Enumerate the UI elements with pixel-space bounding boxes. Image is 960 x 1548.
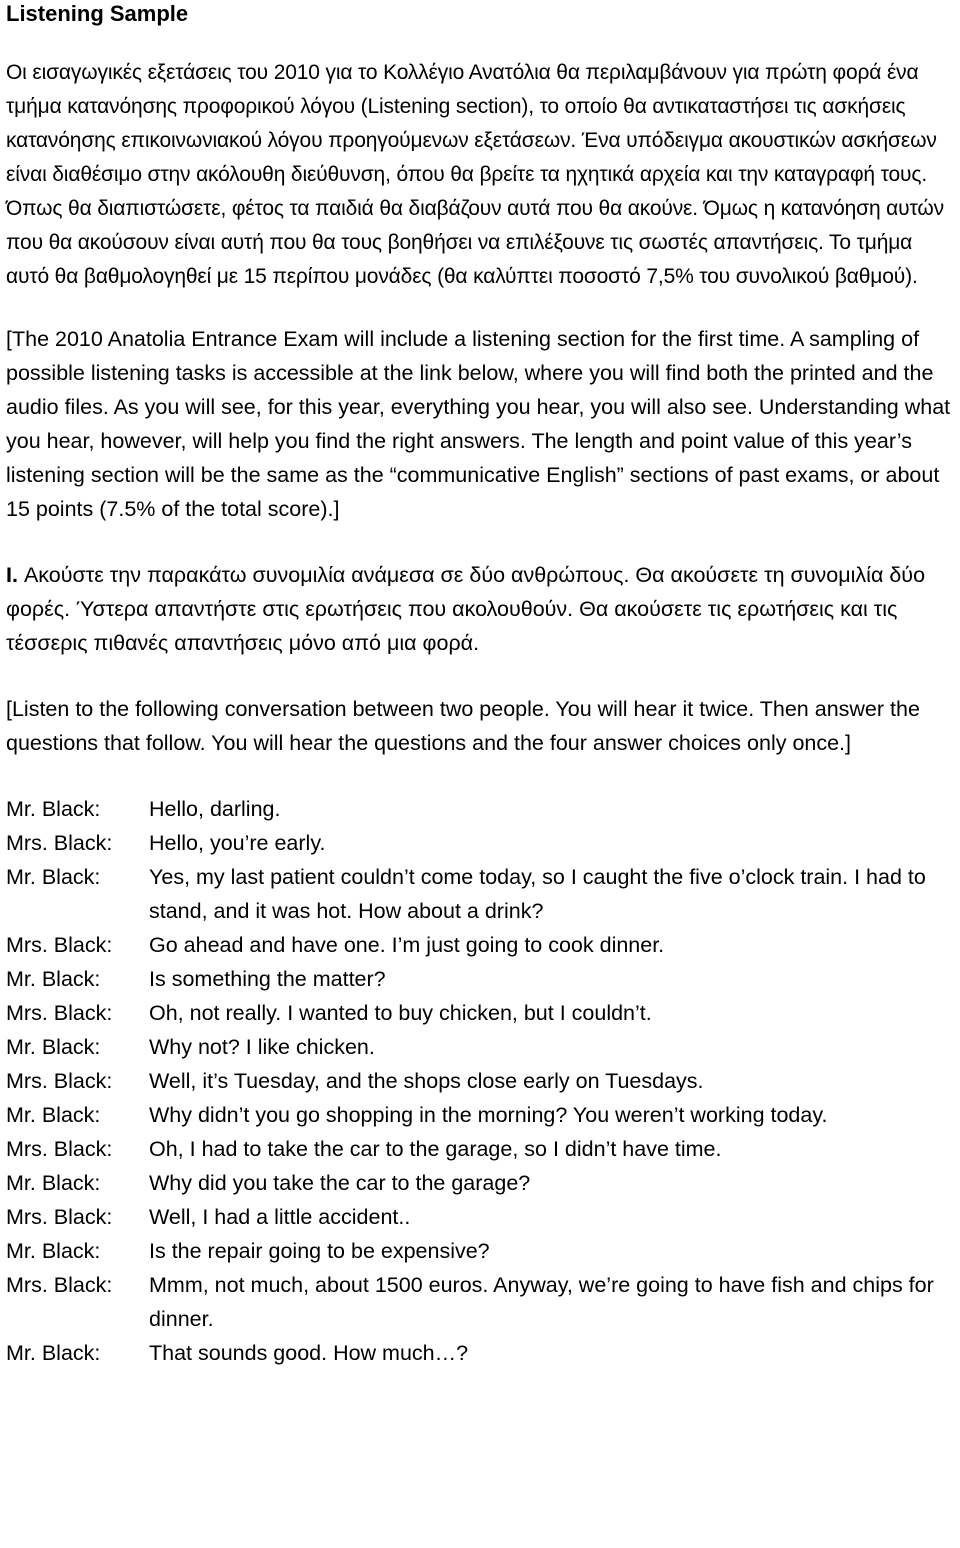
speaker-label: Mrs. Black: [6,1205,113,1229]
speech-text: Oh, I had to take the car to the garage, so I didn’t have time. [149,1137,722,1161]
section-number: I. [6,563,18,587]
speaker-label: Mr. Black: [6,865,101,889]
dialogue-line [6,792,954,826]
dialogue-line [6,1166,954,1200]
dialogue-line [6,996,954,1030]
speaker-label: Mrs. Black: [6,1069,113,1093]
speaker-label: Mr. Black: [6,1341,101,1365]
speaker-label: Mr. Black: [6,967,101,991]
dialogue-line [6,1200,954,1234]
speech-text: Why did you take the car to the garage? [149,1171,531,1195]
speaker-label: Mr. Black: [6,1035,101,1059]
speaker-label: Mrs. Black: [6,1001,113,1025]
dialogue-line [6,1234,954,1268]
speech-text: Hello, darling. [149,797,281,821]
dialogue-line [6,1030,954,1064]
speaker-label: Mrs. Black: [6,1137,113,1161]
dialogue-transcript [6,792,954,1370]
greek-intro-paragraph: Οι εισαγωγικές εξετάσεις του 2010 για το Κολλέγιο Ανατόλια θα περιλαμβάνουν για πρώτη φορά ένα τμήμα κατανόησης προφορικού λόγου (Listening section), το οποίο θα αντικαταστήσει τις ασκήσεις κατανόησης επικοινωνιακού λόγου προηγούμενων εξετάσεων. Ένα υπόδειγμα ακουστικών ασκήσεων είναι διαθέσιμο στην ακόλουθη διεύθυνση, όπου θα βρείτε τα ηχητικά αρχεία και την καταγραφή τους. Όπως θα διαπιστώσετε, φέτος τα παιδιά θα διαβάζουν αυτά που θα ακούνε. Όμως η κατανόηση αυτών που θα ακούσουν είναι αυτή που θα τους βοηθήσει να επιλέξουνε τις σωστές απαντήσεις. Το τμήμα αυτό θα βαθμολογηθεί με 15 περίπου μονάδες (θα καλύπτει ποσοστό 7,5% του συνολικού βαθμού). [6,61,944,288]
speaker-label: Mr. Black: [6,1103,101,1127]
speech-text: Mmm, not much, about 1500 euros. Anyway, we’re going to have fish and chips for dinner. [149,1273,934,1331]
speech-text: Yes, my last patient couldn’t come today, so I caught the five o’clock train. I had to stand, and it was hot. How about a drink? [149,865,926,923]
dialogue-line [6,1268,954,1336]
dialogue-line [6,928,954,962]
page-title: Listening Sample [6,1,189,26]
section-english-instructions: [Listen to the following conversation between two people. You will hear it twice. Then answer the questions that follow. You will hear the questions and the four answer choices only once.] [6,697,920,755]
speaker-label: Mrs. Black: [6,933,113,957]
dialogue-line [6,826,954,860]
speech-text: Hello, you’re early. [149,831,326,855]
speaker-label: Mrs. Black: [6,1273,113,1297]
speech-text: Well, it’s Tuesday, and the shops close early on Tuesdays. [149,1069,704,1093]
speech-text: Why didn’t you go shopping in the morning? You weren’t working today. [149,1103,828,1127]
dialogue-line [6,1336,954,1370]
speech-text: Go ahead and have one. I’m just going to cook dinner. [149,933,665,957]
dialogue-line [6,1098,954,1132]
speaker-label: Mr. Black: [6,1171,101,1195]
dialogue-line [6,962,954,996]
speech-text: Is the repair going to be expensive? [149,1239,490,1263]
dialogue-line [6,860,954,928]
speech-text: Is something the matter? [149,967,386,991]
english-intro-paragraph: [The 2010 Anatolia Entrance Exam will include a listening section for the first time. A sampling of possible listening tasks is accessible at the link below, where you will find both the printed and the audio files. As you will see, for this year, everything you hear, you will also see. Understanding what you hear, however, will help you find the right answers. The length and point value of this year’s listening section will be the same as the “communicative English” sections of past exams, or about 15 points (7.5% of the total score).] [6,327,951,521]
section-greek-instructions [6,558,954,660]
speaker-label: Mr. Black: [6,797,101,821]
speech-text: Why not? I like chicken. [149,1035,375,1059]
speaker-label: Mr. Black: [6,1239,101,1263]
speech-text: Oh, not really. I wanted to buy chicken, but I couldn’t. [149,1001,652,1025]
speech-text: That sounds good. How much…? [149,1341,469,1365]
speaker-label: Mrs. Black: [6,831,113,855]
dialogue-line [6,1132,954,1166]
speech-text: Well, I had a little accident.. [149,1205,411,1229]
section-greek-instructions-text: Ακούστε την παρακάτω συνομιλία ανάμεσα σε δύο ανθρώπους. Θα ακούσετε τη συνομιλία δύο φορές. Ύστερα απαντήστε στις ερωτήσεις που ακολουθούν. Θα ακούσετε τις ερωτήσεις και τις τέσσερις πιθανές απαντήσεις μόνο από μια φορά. [6,563,926,655]
dialogue-line [6,1064,954,1098]
